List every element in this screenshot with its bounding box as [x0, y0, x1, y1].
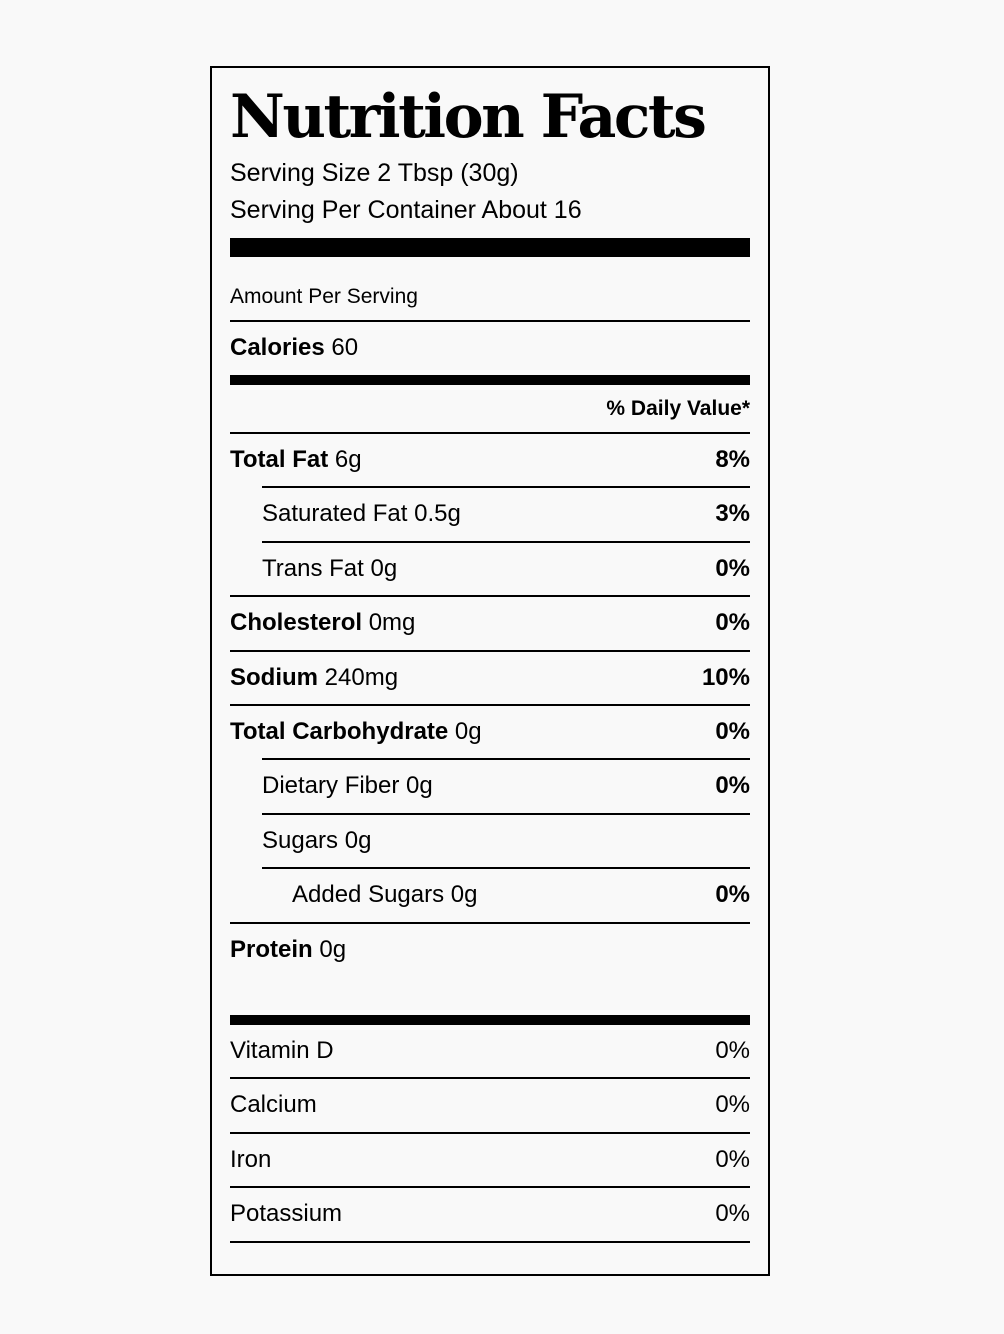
- vitamin-label: Calcium: [230, 1091, 317, 1118]
- divider: [230, 1132, 750, 1134]
- divider: [262, 813, 750, 815]
- nutrient-label: Protein: [230, 936, 313, 963]
- divider: [262, 758, 750, 760]
- nutrient-label: Total Carbohydrate: [230, 718, 449, 745]
- nutrient-row-cholesterol: [230, 608, 750, 638]
- nutrient-dv: 0%: [715, 609, 750, 636]
- thick-divider: [230, 238, 750, 257]
- divider: [230, 922, 750, 924]
- nutrient-dv: 0%: [715, 881, 750, 908]
- amount-per-serving-label: Amount Per Serving: [230, 285, 418, 308]
- vitamin-dv: 0%: [715, 1037, 750, 1064]
- nutrient-amount: 0g: [344, 827, 372, 854]
- nutrient-label: Saturated Fat: [262, 500, 408, 527]
- calories-row: [230, 333, 750, 363]
- medium-divider: [230, 375, 750, 385]
- vitamin-row-iron: [230, 1145, 750, 1175]
- divider: [230, 595, 750, 597]
- nutrient-amount: 0g: [454, 718, 482, 745]
- nutrient-amount: 0.5g: [414, 500, 461, 527]
- vitamin-dv: 0%: [715, 1146, 750, 1173]
- divider: [230, 1241, 750, 1243]
- nutrient-dv: 8%: [715, 446, 750, 473]
- nutrition-label: [210, 66, 770, 1276]
- vitamin-row-calcium: [230, 1090, 750, 1120]
- nutrient-dv: 0%: [715, 555, 750, 582]
- nutrient-row-protein: [230, 935, 750, 965]
- nutrient-amount: 0mg: [368, 609, 416, 636]
- nutrient-row-total-carbohydrate: [230, 717, 750, 747]
- vitamin-row-vitamin-d: [230, 1036, 750, 1066]
- nutrient-label: Trans Fat: [262, 555, 364, 582]
- divider: [230, 432, 750, 434]
- nutrient-dv: 10%: [701, 664, 750, 691]
- nutrient-dv: 0%: [715, 772, 750, 799]
- calories-label: Calories: [230, 334, 325, 361]
- vitamin-dv: 0%: [715, 1200, 750, 1227]
- vitamin-label: Potassium: [230, 1200, 343, 1227]
- nutrient-label: Cholesterol: [230, 609, 363, 636]
- calories-value: 60: [331, 334, 359, 361]
- nutrient-amount: 6g: [334, 446, 362, 473]
- vitamin-dv: 0%: [715, 1091, 750, 1118]
- nutrient-amount: 0g: [370, 555, 398, 582]
- divider: [230, 320, 750, 322]
- nutrient-label: Dietary Fiber: [262, 772, 400, 799]
- nutrient-amount: 240mg: [324, 664, 399, 691]
- nutrient-row-added-sugars: [292, 880, 750, 910]
- vitamin-label: Iron: [230, 1146, 272, 1173]
- nutrient-label: Total Fat: [230, 446, 329, 473]
- vitamin-label: Vitamin D: [230, 1037, 334, 1064]
- nutrient-dv: 0%: [715, 718, 750, 745]
- daily-value-header: % Daily Value*: [606, 397, 750, 420]
- divider: [230, 1186, 750, 1188]
- divider: [262, 867, 750, 869]
- amount-per-serving: [230, 282, 750, 312]
- daily-value-header-row: [230, 394, 750, 424]
- nutrient-dv: 3%: [715, 500, 750, 527]
- nutrient-row-sodium: [230, 663, 750, 693]
- nutrient-row-saturated-fat: [262, 499, 750, 529]
- nutrient-row-dietary-fiber: [262, 771, 750, 801]
- nutrient-amount: 0g: [450, 881, 478, 908]
- nutrient-row-total-fat: [230, 445, 750, 475]
- nutrient-label: Sodium: [230, 664, 318, 691]
- nutrient-label: Added Sugars: [292, 881, 445, 908]
- nutrient-amount: 0g: [319, 936, 347, 963]
- vitamin-row-potassium: [230, 1199, 750, 1229]
- nutrient-row-trans-fat: [262, 554, 750, 584]
- divider: [262, 541, 750, 543]
- medium-divider: [230, 1015, 750, 1025]
- divider: [262, 486, 750, 488]
- nutrient-amount: 0g: [406, 772, 433, 799]
- serving-size: Serving Size 2 Tbsp (30g): [230, 159, 519, 187]
- label-title: Nutrition Facts: [230, 82, 705, 152]
- nutrient-label: Sugars: [262, 827, 339, 854]
- divider: [230, 650, 750, 652]
- servings-per-container: Serving Per Container About 16: [230, 196, 582, 224]
- divider: [230, 704, 750, 706]
- divider: [230, 1077, 750, 1079]
- nutrient-row-sugars: [262, 826, 750, 856]
